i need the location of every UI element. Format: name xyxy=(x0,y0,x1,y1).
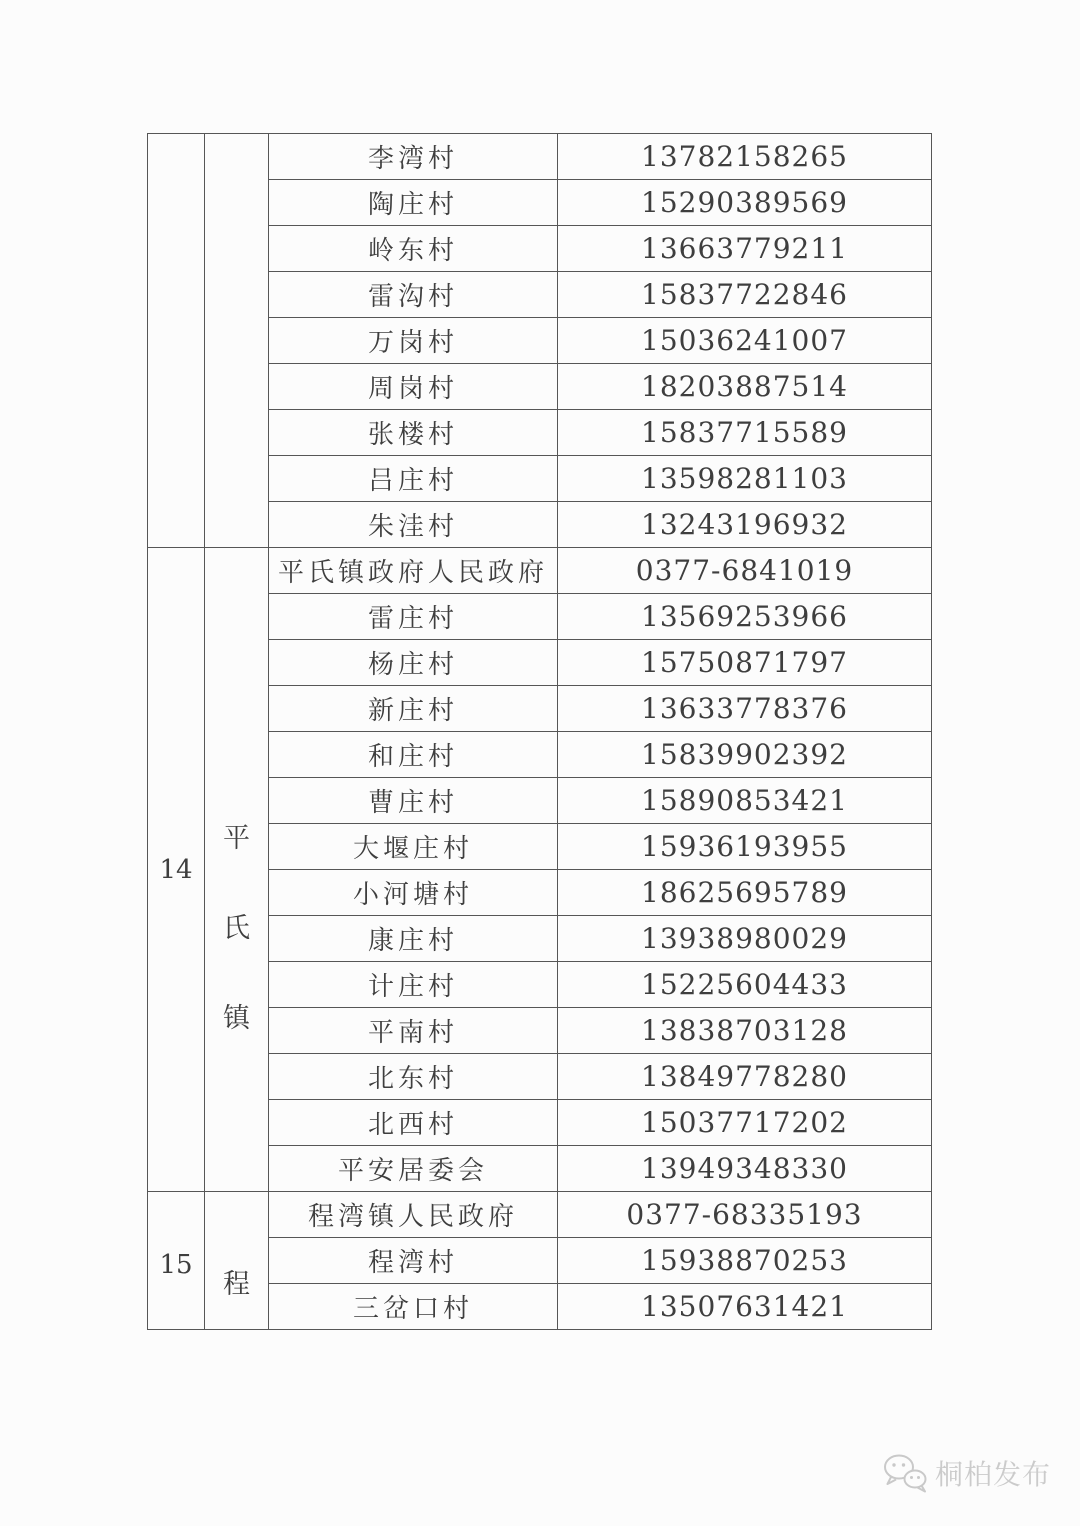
table-row xyxy=(148,1192,932,1238)
village-name: 雷沟村 xyxy=(269,272,558,318)
phone-number: 0377-6841019 xyxy=(558,548,932,594)
watermark xyxy=(882,1452,1051,1494)
phone-number: 15890853421 xyxy=(558,778,932,824)
village-name: 曹庄村 xyxy=(269,778,558,824)
village-name: 朱洼村 xyxy=(269,502,558,548)
village-name: 吕庄村 xyxy=(269,456,558,502)
village-name: 计庄村 xyxy=(269,962,558,1008)
village-name: 平南村 xyxy=(269,1008,558,1054)
phone-number: 13507631421 xyxy=(558,1284,932,1330)
section-index: 15 xyxy=(159,1249,193,1280)
village-name: 岭东村 xyxy=(269,226,558,272)
contact-table xyxy=(147,133,932,1330)
wechat-icon xyxy=(882,1452,928,1494)
phone-number: 13569253966 xyxy=(558,594,932,640)
section-index-cell xyxy=(148,1192,205,1330)
phone-number: 15290389569 xyxy=(558,180,932,226)
section-town-cell xyxy=(205,1192,269,1330)
section-index: 14 xyxy=(159,854,193,885)
phone-number: 15936193955 xyxy=(558,824,932,870)
phone-number: 18203887514 xyxy=(558,364,932,410)
town-char: 镇 xyxy=(223,1003,250,1034)
village-name: 三岔口村 xyxy=(269,1284,558,1330)
section-town-cell xyxy=(205,134,269,548)
phone-number: 13938980029 xyxy=(558,916,932,962)
watermark-text: 桐柏发布 xyxy=(935,1458,1052,1491)
village-name: 万岗村 xyxy=(269,318,558,364)
table-row xyxy=(148,134,932,180)
village-name: 周岗村 xyxy=(269,364,558,410)
phone-number: 0377-68335193 xyxy=(558,1192,932,1238)
village-name: 北东村 xyxy=(269,1054,558,1100)
phone-number: 13243196932 xyxy=(558,502,932,548)
village-name: 平氏镇政府人民政府 xyxy=(269,548,558,594)
phone-number: 15037717202 xyxy=(558,1100,932,1146)
phone-number: 13838703128 xyxy=(558,1008,932,1054)
village-name: 小河塘村 xyxy=(269,870,558,916)
village-name: 程湾村 xyxy=(269,1238,558,1284)
town-char: 程 xyxy=(223,1269,250,1300)
village-name: 北西村 xyxy=(269,1100,558,1146)
village-name: 平安居委会 xyxy=(269,1146,558,1192)
section-index-cell xyxy=(148,548,205,1192)
phone-number: 15225604433 xyxy=(558,962,932,1008)
village-name: 康庄村 xyxy=(269,916,558,962)
phone-number: 15837715589 xyxy=(558,410,932,456)
village-name: 雷庄村 xyxy=(269,594,558,640)
phone-number: 13849778280 xyxy=(558,1054,932,1100)
phone-number: 15750871797 xyxy=(558,640,932,686)
phone-number: 13949348330 xyxy=(558,1146,932,1192)
phone-number: 13633778376 xyxy=(558,686,932,732)
village-name: 杨庄村 xyxy=(269,640,558,686)
section-town-cell xyxy=(205,548,269,1192)
phone-number: 13782158265 xyxy=(558,134,932,180)
phone-number: 13663779211 xyxy=(558,226,932,272)
village-name: 和庄村 xyxy=(269,732,558,778)
phone-number: 18625695789 xyxy=(558,870,932,916)
town-char: 平 xyxy=(223,823,250,854)
village-name: 新庄村 xyxy=(269,686,558,732)
phone-number: 15837722846 xyxy=(558,272,932,318)
town-char: 氏 xyxy=(223,913,250,944)
village-name: 李湾村 xyxy=(269,134,558,180)
phone-number: 15036241007 xyxy=(558,318,932,364)
table-row xyxy=(148,548,932,594)
phone-number: 15938870253 xyxy=(558,1238,932,1284)
phone-number: 15839902392 xyxy=(558,732,932,778)
phone-number: 13598281103 xyxy=(558,456,932,502)
village-name: 大堰庄村 xyxy=(269,824,558,870)
village-name: 张楼村 xyxy=(269,410,558,456)
village-name: 陶庄村 xyxy=(269,180,558,226)
village-name: 程湾镇人民政府 xyxy=(269,1192,558,1238)
town-name-vertical xyxy=(205,816,268,1035)
section-index-cell xyxy=(148,134,205,548)
